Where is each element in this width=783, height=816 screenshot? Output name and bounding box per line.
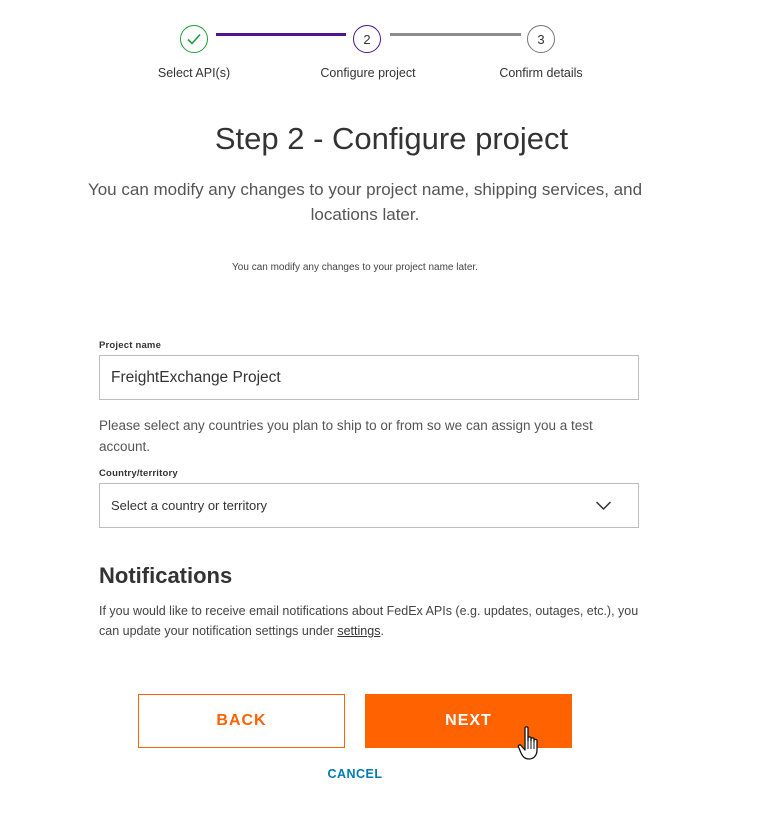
step-1-complete-indicator xyxy=(180,25,208,53)
page-subtitle: You can modify any changes to your project name, shipping services, and locations later. xyxy=(87,180,643,224)
country-select[interactable] xyxy=(99,483,639,528)
project-name-input[interactable] xyxy=(99,355,639,400)
page-title: Step 2 - Configure project xyxy=(214,121,569,156)
step-2-number: 2 xyxy=(363,31,371,47)
country-select-placeholder: Select a country or territory xyxy=(111,498,268,513)
step-2-indicator xyxy=(353,25,381,53)
step-3-indicator xyxy=(527,25,555,53)
progress-stepper xyxy=(0,0,783,95)
step-3-number: 3 xyxy=(537,31,545,47)
step-1-label: Select API(s) xyxy=(157,66,231,80)
cancel-link[interactable]: CANCEL xyxy=(327,767,383,781)
countries-help-text: Please select any countries you plan to ship to or from so we can assign you a test account. xyxy=(99,418,593,454)
checkmark-icon xyxy=(186,32,202,46)
country-label: Country/territory xyxy=(99,468,178,479)
chevron-down-icon xyxy=(595,498,612,512)
project-name-label: Project name xyxy=(99,340,162,351)
hand-cursor-icon xyxy=(517,725,545,763)
notifications-text-end: . xyxy=(380,624,384,638)
settings-link[interactable]: settings xyxy=(337,624,381,638)
notifications-heading: Notifications xyxy=(99,563,233,588)
step-2-label: Configure project xyxy=(320,66,416,80)
step-3-label: Confirm details xyxy=(499,66,583,80)
back-button[interactable]: BACK xyxy=(138,694,345,748)
notifications-text xyxy=(99,601,659,641)
notifications-text-body: If you would like to receive email notifications about FedEx APIs (e.g. updates, outages, etc.), you can update your notification settings under xyxy=(99,604,639,638)
project-name-note: You can modify any changes to your project name later. xyxy=(232,262,478,273)
next-button[interactable]: NEXT xyxy=(365,694,572,748)
step-connector-complete xyxy=(216,33,346,36)
step-connector-pending xyxy=(390,33,521,36)
